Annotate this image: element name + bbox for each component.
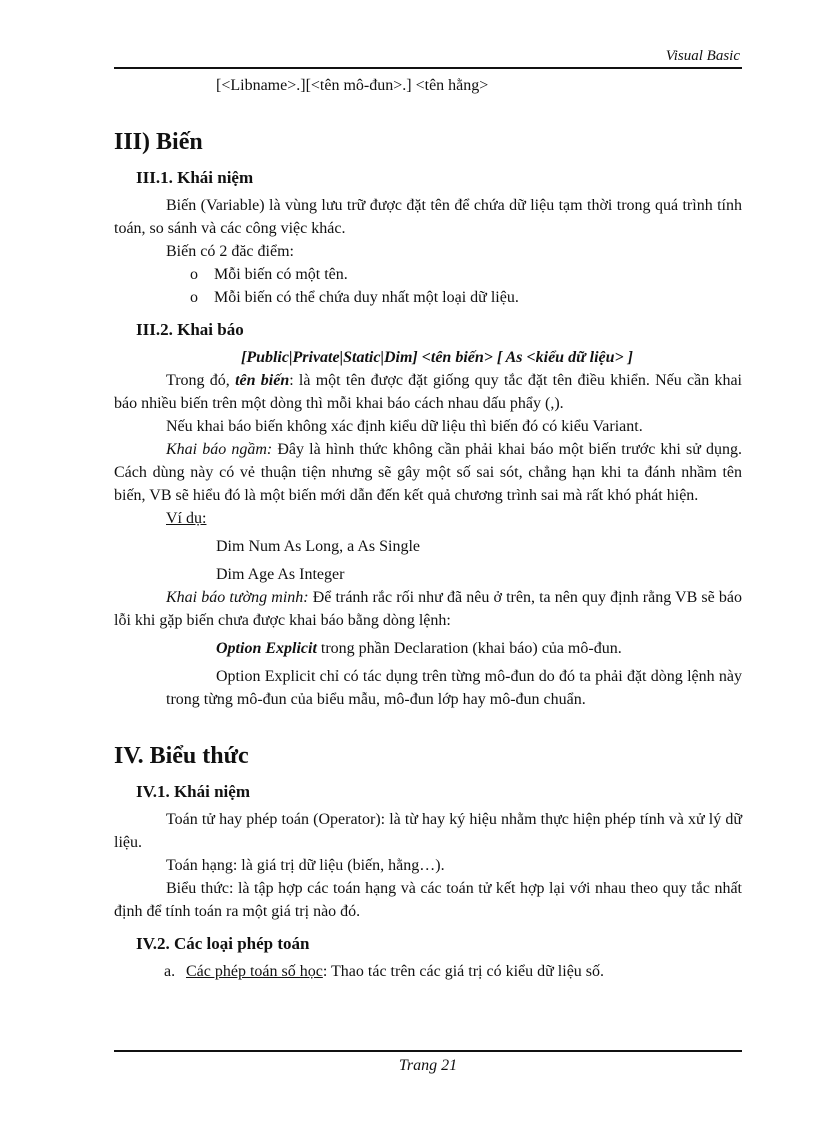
section3-sub2-p3: [114, 438, 742, 507]
section3-sub2-p5: [114, 637, 742, 660]
section3-sub1-title: III.1. Khái niệm: [136, 168, 254, 187]
section3-title: III) Biến: [114, 129, 203, 155]
section4-sub1-title: IV.1. Khái niệm: [136, 782, 250, 801]
p1-post: : là một tên được đặt giống quy tắc đặt tên điều khiển. Nếu cần khai báo nhiều biến trên một dòng thì mỗi khai báo cách nhau dấu phẩy (,).: [114, 372, 742, 412]
list-item: [114, 286, 742, 309]
code-line-1: Dim Num As Long, a As Single: [216, 538, 421, 555]
section3-sub2-p6: Option Explicit chỉ có tác dụng trên từng mô-đun do đó ta phải đặt dòng lệnh này trong từng mô-đun của biểu mẫu, mô-đun lớp hay mô-đun chuẩn.: [166, 668, 742, 708]
footer-rule: [114, 1050, 742, 1052]
variable-properties-list: [114, 263, 742, 309]
p1-pre: Trong đó,: [166, 372, 236, 389]
section3-sub2-p1: [114, 369, 742, 415]
p4-post: Để tránh rắc rối như đã nêu ở trên, ta nên quy định rằng VB sẽ báo lỗi khi gặp biến chưa được khai báo bằng dòng lệnh:: [114, 589, 743, 629]
section4-sub2-title: IV.2. Các loại phép toán: [136, 934, 310, 953]
section4-sub1-p3: Biểu thức: là tập hợp các toán hạng và các toán tử kết hợp lại với nhau theo quy tắc nhất định để tính toán ra một giá trị nào đó.: [114, 880, 742, 920]
p3-term: Khai báo ngầm:: [166, 441, 273, 458]
section4-sub1-p1: Toán tử hay phép toán (Operator): là từ hay ký hiệu nhằm thực hiện phép tính và xử lý dữ liệu.: [114, 811, 742, 851]
header-title: Visual Basic: [665, 48, 740, 64]
list-item-text: Mỗi biến có một tên.: [214, 266, 348, 283]
item-marker: a.: [164, 963, 176, 980]
example-label: [114, 507, 742, 530]
section3-sub1-para1: Biến (Variable) là vùng lưu trữ được đặt tên để chứa dữ liệu tạm thời trong quá trình tính toán, so sánh và các công việc khác.: [114, 197, 742, 237]
section4-title: IV. Biểu thức: [114, 743, 249, 769]
section3-sub2-title: III.2. Khai báo: [136, 320, 244, 339]
p3-post: Đây là hình thức không cần phải khai báo một biến trước khi sử dụng. Cách dùng này có vẻ thuận tiện nhưng sẽ gây một số sai sót, chẳng hạn khi ta đánh nhầm tên biến, VB sẽ hiểu đó là một biến mới dẫn đến kết quả chương trình sai mà rất khó phát hiện.: [114, 441, 742, 504]
bullet-marker: o: [190, 289, 198, 306]
section4-sub1-p2: Toán hạng: là giá trị dữ liệu (biến, hằng…).: [166, 857, 445, 874]
section3-sub2-p6-wrap: [114, 665, 742, 711]
bullet-marker: o: [190, 266, 198, 283]
operator-type-item: [114, 960, 742, 983]
section3-sub1-para2: Biến có 2 đăc điểm:: [166, 243, 294, 260]
code-line-2: Dim Age As Integer: [216, 566, 345, 583]
p1-term: tên biến: [235, 372, 290, 389]
header-rule: [114, 67, 742, 69]
declaration-syntax: [Public|Private|Static|Dim] <tên biến> [ As <kiểu dữ liệu> ]: [240, 349, 633, 366]
example-label-text: Ví dụ:: [166, 510, 207, 527]
list-item: [114, 263, 742, 286]
item-post: : Thao tác trên các giá trị có kiểu dữ liệu số.: [322, 963, 605, 980]
page-content: [114, 74, 742, 983]
p4-term: Khai báo tường minh:: [166, 589, 309, 606]
section3-sub2-p4: [114, 586, 742, 632]
page-number: Trang 21: [398, 1057, 458, 1074]
section3-sub2-p2: Nếu khai báo biến không xác định kiểu dữ liệu thì biến đó có kiểu Variant.: [166, 418, 643, 435]
p5-post: trong phần Declaration (khai báo) của mô-đun.: [316, 640, 622, 657]
syntax-const: [<Libname>.][<tên mô-đun>.] <tên hằng>: [216, 77, 489, 94]
list-item-text: Mỗi biến có thể chứa duy nhất một loại dữ liệu.: [214, 289, 519, 306]
p5-term: Option Explicit: [216, 640, 317, 657]
item-term: Các phép toán số học: [186, 963, 323, 980]
